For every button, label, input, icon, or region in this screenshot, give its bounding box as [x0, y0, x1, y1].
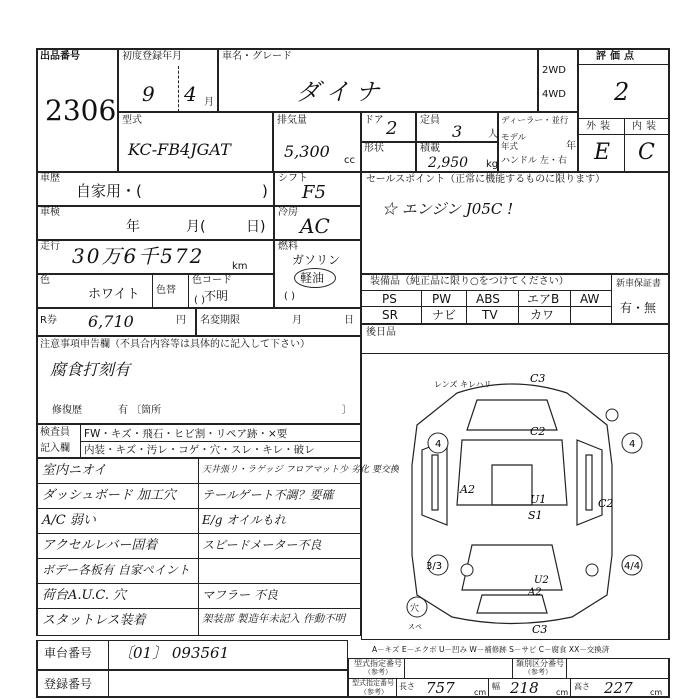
aftermarket-label: 後日品 — [366, 327, 396, 338]
repair-label: 修復歴 — [52, 405, 82, 416]
equip-tv: TV — [482, 308, 498, 322]
len-value: 757 — [426, 679, 455, 697]
class-label: 類別区分番号 — [516, 659, 564, 668]
hgt-label: 高さ — [574, 682, 590, 691]
spec-sub-2: （参考） — [360, 688, 388, 696]
doors-label: ドア — [364, 115, 384, 126]
equipment-label: 装備品（純正品に限り○をつけてください） — [370, 276, 569, 287]
notes-handwritten: 腐食打刻有 — [50, 360, 131, 379]
car-name: ダイナ — [296, 78, 386, 106]
remark-right-2: テールゲート不調？要確 — [202, 488, 334, 502]
drive-4wd: 4WD — [542, 89, 566, 100]
history-box — [36, 172, 274, 206]
hgt-unit: cm — [650, 688, 663, 697]
load-label: 積載 — [420, 143, 440, 154]
disp-label: 排気量 — [277, 115, 307, 126]
len-label: 長さ — [399, 682, 415, 691]
model-year-label: モデル 年式 — [501, 133, 527, 152]
history-label: 車歴 — [40, 173, 60, 184]
history-value: 自家用・( — [76, 182, 142, 200]
name-label: 車名・グレード — [222, 51, 292, 62]
inspection-m: 月( — [186, 219, 206, 235]
int-label: 内装 — [632, 121, 660, 132]
wid-label: 幅 — [492, 682, 500, 691]
cap-unit: 人 — [488, 129, 498, 140]
color-box — [36, 274, 274, 308]
spec-label-2: 型式指定番号 — [352, 679, 394, 687]
reg-label: 初度登録年月 — [122, 51, 182, 62]
aftermarket-box — [361, 324, 670, 354]
notes-label: 注意事項申告欄（不具合内容等は具体的に記入して下さい） — [40, 339, 310, 350]
cap-value: 3 — [452, 122, 463, 141]
grade-value: 2 — [614, 78, 630, 106]
chassis-label: 車台番号 — [44, 646, 93, 660]
equip-abs: ABS — [476, 292, 500, 306]
fuel-diesel: 軽油 — [300, 271, 325, 285]
legend: A－キズ E－エクボ U－凹み W－補修跡 S－サビ C－腐食 XX－交換済 — [372, 645, 610, 654]
remark-right-1: 天井張リ・ラゲッジ フロアマット少 劣化 要交換 — [202, 465, 399, 475]
color-value: ホワイト — [88, 287, 140, 302]
inspection-box — [36, 206, 274, 240]
recycle-label: R券 — [40, 315, 57, 326]
remark-left-2: ダッシュボード 加工穴 — [42, 488, 176, 503]
wid-value: 218 — [510, 679, 539, 697]
diagram-n4-left: 4 — [435, 439, 442, 450]
grade-label: 評価点 — [596, 51, 638, 62]
diagram-mark: 穴 — [410, 604, 420, 614]
year-unit: 年 — [566, 141, 576, 152]
diagram-a2-bottom: A2 — [528, 587, 542, 598]
repaint-label: 色替 — [156, 285, 176, 296]
hgt-value: 227 — [604, 679, 633, 697]
recycle-value: 6,710 — [88, 312, 134, 331]
history-close: ) — [262, 182, 268, 200]
sales-label: セールスポイント（正常に機能するものに限ります） — [366, 174, 606, 185]
inspector-row2: 内装・キズ・汚レ・コゲ・穴・スレ・キレ・破レ — [84, 444, 315, 456]
ext-label: 外装 — [586, 121, 614, 132]
doors-value: 2 — [386, 118, 398, 139]
mileage-label: 走行 — [40, 241, 60, 252]
remark-left-1: 室内ニオイ — [42, 463, 107, 478]
spec-label: 型式指定番号 — [354, 659, 402, 668]
reg-year: 9 — [142, 82, 155, 106]
fuel-gasoline: ガソリン — [292, 253, 341, 267]
title-change-m: 月 — [292, 315, 302, 326]
remark-left-7: スタットレス装着 — [42, 613, 146, 628]
load-value: 2,950 — [428, 155, 469, 171]
equip-aw: AW — [580, 292, 600, 306]
title-change-label: 名変期限 — [200, 315, 240, 326]
sales-box — [361, 172, 670, 274]
remark-right-4: スピードメーター不良 — [202, 538, 322, 552]
equip-navi: ナビ — [432, 308, 457, 322]
class-sub: （参考） — [524, 668, 552, 676]
diagram-u1: U1 — [530, 493, 547, 506]
repair-value: 有 〔箇所 — [118, 405, 162, 416]
diagram-mark-note: スペ — [408, 623, 422, 631]
inspection-label: 車検 — [40, 207, 60, 218]
equip-leather: カワ — [530, 308, 555, 322]
diagram-a2-left: A2 — [460, 483, 475, 496]
recycle-unit: 円 — [176, 315, 186, 326]
diagram-u2: U2 — [534, 575, 549, 586]
equip-sr: SR — [382, 308, 398, 322]
diagram-lens: レンズ キレハリ — [434, 380, 492, 389]
equip-ps: PS — [382, 292, 397, 306]
warranty-value: 有・無 — [620, 301, 657, 315]
cap-label: 定員 — [420, 115, 440, 126]
diagram-s1: S1 — [528, 509, 543, 522]
remark-left-5: ボデー各板有 自家ペイント — [42, 563, 190, 577]
inspection-y: 年 — [126, 219, 140, 235]
inspector-row1: FW・キズ・飛石・ヒビ割・リペア跡・×要 — [84, 428, 288, 440]
car-diagram — [362, 355, 668, 639]
spec-sub: （参考） — [364, 668, 392, 676]
remark-right-3: E/g オイルもれ — [202, 513, 286, 527]
diagram-c3-bottom: C3 — [532, 623, 548, 636]
diagram-n33: 3/3 — [426, 561, 443, 572]
ext-value: E — [594, 140, 611, 165]
shape-label: 形状 — [364, 143, 384, 154]
load-unit: kg — [486, 159, 499, 170]
drive-2wd: 2WD — [542, 65, 566, 76]
equip-airbag: エアB — [527, 292, 560, 306]
shift-value: F5 — [302, 182, 326, 203]
title-change-d: 日 — [344, 315, 354, 326]
model-label: 型式 — [122, 115, 142, 126]
color-code-label: 色コード — [192, 275, 232, 286]
mileage-unit: km — [232, 261, 248, 272]
handle-label: ハンドル 左・右 — [501, 156, 567, 166]
disp-value: 5,300 — [284, 142, 330, 161]
color-code-value: 不明 — [204, 289, 229, 303]
reg-unit: 月 — [204, 97, 214, 108]
diagram-n44: 4/4 — [624, 561, 641, 572]
repair-close: 〕 — [342, 405, 352, 416]
ac-value: AC — [300, 214, 330, 238]
chassis-value: 〔01〕 093561 — [118, 644, 230, 662]
model-value: KC-FB4JGAT — [128, 140, 231, 159]
int-value: C — [638, 140, 655, 165]
equip-pw: PW — [432, 292, 452, 306]
shift-label: シフト — [278, 173, 308, 184]
inspector-label2: 記入欄 — [40, 443, 70, 454]
len-unit: cm — [474, 688, 487, 697]
lot-number: 2306 — [45, 94, 117, 127]
diagram-c2: C2 — [530, 425, 546, 438]
remark-left-3: A/C 弱い — [42, 513, 96, 528]
inspection-d: 日) — [246, 219, 266, 235]
fuel-paren: ( ) — [284, 291, 295, 302]
fuel-circle — [294, 268, 336, 288]
mileage-value: 30万6千572 — [72, 244, 205, 268]
color-label: 色 — [40, 275, 50, 286]
registration-label: 登録番号 — [44, 677, 93, 691]
drive-box — [538, 48, 578, 112]
remark-right-7: 架装部 製造年未記入 作動不明 — [202, 613, 346, 625]
inspector-label1: 検査員 — [40, 427, 70, 438]
diagram-c2-right: C2 — [598, 497, 614, 510]
fuel-label: 燃料 — [278, 241, 298, 252]
diagram-n4-right: 4 — [629, 439, 636, 450]
remark-left-4: アクセルレバー固着 — [42, 538, 158, 553]
sales-value: ☆ エンジン J05C ! — [382, 200, 514, 218]
disp-unit: cc — [344, 155, 355, 166]
dealer-label: ディーラー・並行 — [501, 116, 569, 126]
color-paren: ( ) — [194, 295, 205, 306]
warranty-label: 新車保証書 — [616, 279, 662, 289]
ac-label: 冷房 — [278, 207, 298, 218]
remark-right-6: マフラー 不良 — [202, 588, 278, 602]
wid-unit: cm — [556, 688, 569, 697]
lot-label: 出品番号 — [40, 51, 80, 62]
reg-month: 4 — [184, 82, 197, 106]
diagram-c3-top: C3 — [530, 372, 546, 385]
remark-left-6: 荷台A.U.C. 穴 — [42, 588, 127, 603]
